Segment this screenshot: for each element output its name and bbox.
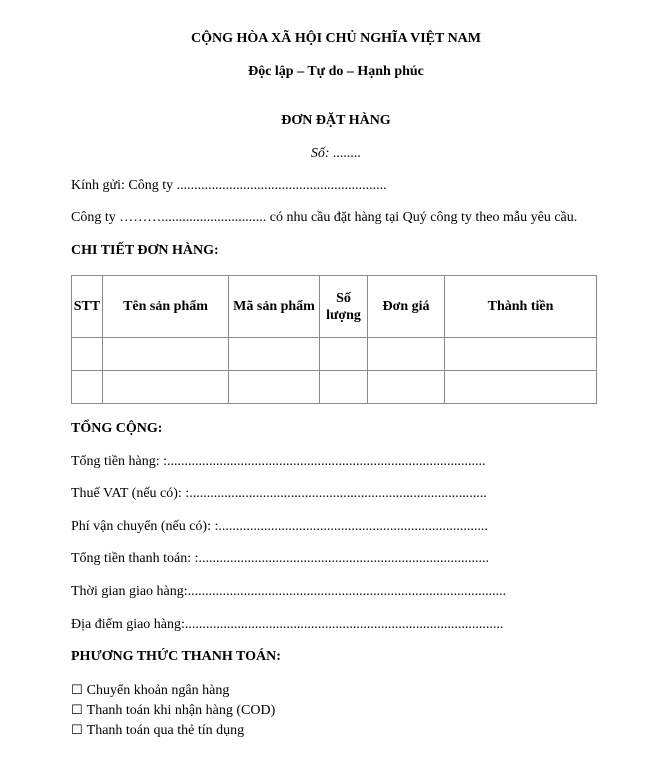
column-header: Đơn giá (368, 276, 445, 338)
payment-option-bank-transfer[interactable] (71, 683, 229, 699)
table-cell (103, 371, 229, 404)
vat-line: Thuế VAT (nếu có): :..................................................................................... (71, 486, 487, 501)
intro-line: Công ty ……….............................. có nhu cầu đặt hàng tại Quý công ty theo mẫu yêu cầu. (71, 210, 578, 225)
table-cell (445, 338, 597, 371)
table-cell (368, 338, 445, 371)
table-cell (72, 371, 103, 404)
column-header: Mã sản phẩm (229, 276, 320, 338)
payment-heading: PHƯƠNG THỨC THANH TOÁN: (71, 649, 281, 664)
details-heading: CHI TIẾT ĐƠN HÀNG: (71, 243, 219, 258)
table-row (72, 338, 597, 371)
payment-option-credit-card[interactable] (71, 723, 244, 739)
totals-heading: TỔNG CỘNG: (71, 421, 163, 436)
nation-header: CỘNG HÒA XÃ HỘI CHỦ NGHĨA VIỆT NAM (190, 31, 481, 46)
shipping-fee-line: Phí vận chuyển (nếu có): :............................................................................. (71, 519, 488, 534)
grand-total-line: Tổng tiền thanh toán: :................................................................................... (71, 551, 490, 566)
document-number: Số: ........ (310, 146, 362, 161)
payment-option-label: Chuyển khoản ngân hàng (86, 683, 230, 698)
checkbox-icon[interactable]: ☐ (71, 683, 83, 698)
addressee-line: Kính gửi: Công ty ............................................................ (71, 178, 387, 193)
table-cell (229, 338, 320, 371)
table-cell (229, 371, 320, 404)
table-cell (320, 338, 368, 371)
column-header: STT (72, 276, 103, 338)
column-header: Tên sản phẩm (103, 276, 229, 338)
order-details-table (71, 275, 597, 404)
checkbox-icon[interactable]: ☐ (71, 703, 83, 718)
table-cell (320, 371, 368, 404)
delivery-time-line: Thời gian giao hàng:........................................................................................... (71, 584, 507, 599)
checkbox-icon[interactable]: ☐ (71, 723, 83, 738)
table-cell (445, 371, 597, 404)
document-title: ĐƠN ĐẶT HÀNG (281, 113, 391, 128)
subtotal-line: Tổng tiền hàng: :........................................................................................... (71, 454, 486, 469)
motto: Độc lập – Tự do – Hạnh phúc (248, 64, 424, 79)
table-cell (103, 338, 229, 371)
payment-option-label: Thanh toán khi nhận hàng (COD) (86, 703, 276, 718)
table-cell (72, 338, 103, 371)
delivery-address-line: Địa điểm giao hàng:........................................................................................... (71, 617, 504, 632)
column-header: Thành tiền (445, 276, 597, 338)
column-header: Số lượng (320, 276, 368, 338)
payment-option-label: Thanh toán qua thẻ tín dụng (86, 723, 245, 738)
payment-option-cod[interactable] (71, 703, 275, 719)
table-cell (368, 371, 445, 404)
table-header-row (72, 276, 597, 338)
table-row (72, 371, 597, 404)
